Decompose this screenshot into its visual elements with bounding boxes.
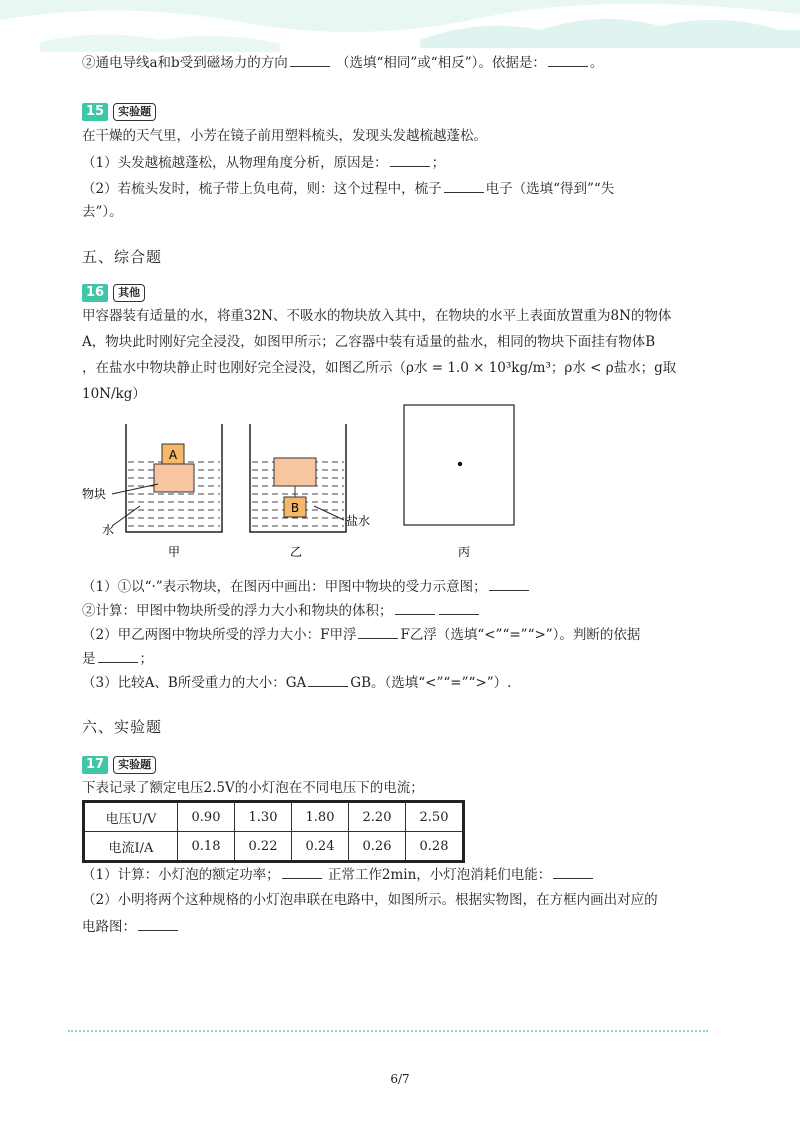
q15-stem: 在干燥的天气里，小芳在镜子前用塑料梳头，发现头发越梳越蓬松。 <box>82 128 487 144</box>
q15-part2-cont: 去”）。 <box>82 204 123 220</box>
table-cell: 0.90 <box>178 802 235 832</box>
q16-header <box>82 284 145 302</box>
container-jia <box>82 424 222 559</box>
page-number: 6/7 <box>390 1072 410 1086</box>
q15-part1: （1）头发越梳越蓬松，从物理角度分析，原因是： ； <box>82 152 445 173</box>
q16-part3: （3）比较A、B所受重力的大小：GA GB。（选填“<”“=”“>”）. <box>82 672 511 693</box>
q17-part1: （1）计算：小灯泡的额定功率； 正常工作2min，小灯泡消耗们电能： <box>82 864 595 885</box>
table-row <box>84 802 464 832</box>
table-cell: 2.50 <box>406 802 464 832</box>
block-yi <box>274 458 316 486</box>
caption-jia: 甲 <box>167 545 181 559</box>
label-water: 水 <box>102 523 115 537</box>
answer-blank[interactable] <box>439 600 479 615</box>
q15-part2: （2）若梳头发时，梳子带上负电荷，则：这个过程中，梳子 电子（选填“得到”“失 <box>82 178 614 199</box>
q16-part1-calc: ②计算：甲图中物块所受的浮力大小和物块的体积； <box>82 600 481 621</box>
q15-header <box>82 103 156 121</box>
answer-blank[interactable] <box>358 624 398 639</box>
q16-part2: （2）甲乙两图中物块所受的浮力大小：F甲浮 F乙浮（选填“<”“=”“>”）。判断的依据 <box>82 624 640 645</box>
question-number: 15 <box>82 103 108 121</box>
question-number: 16 <box>82 284 108 302</box>
q14-part2-line: ②通电导线a和b受到磁场力的方向 （选填“相同”或“相反”）。依据是： 。 <box>82 52 603 73</box>
container-yi <box>250 424 370 559</box>
block-jia <box>154 464 194 492</box>
answer-blank[interactable] <box>548 52 588 67</box>
q17-part2: （2）小明将两个这种规格的小灯泡串联在电路中，如图所示。根据实物图，在方框内画出对应的 <box>82 892 658 908</box>
voltage-current-table <box>82 800 465 863</box>
q16-line4: 10N/kg） <box>82 386 146 402</box>
answer-blank[interactable] <box>444 178 484 193</box>
answer-blank[interactable] <box>308 672 348 687</box>
header-banner <box>0 0 800 60</box>
section-title: 六、实验题 <box>82 718 163 736</box>
answer-blank[interactable] <box>553 864 593 879</box>
answer-blank[interactable] <box>390 152 430 167</box>
table-cell: 0.24 <box>292 832 349 862</box>
section-title: 五、综合题 <box>82 248 163 266</box>
q16-figure <box>78 402 538 567</box>
label-b: B <box>290 501 300 515</box>
table-header-cell: 电压U/V <box>84 802 178 832</box>
table-cell: 0.22 <box>235 832 292 862</box>
q17-part2-cont: 电路图： <box>82 916 180 937</box>
label-brine: 盐水 <box>346 514 371 528</box>
table-row <box>84 832 464 862</box>
block-dot <box>458 462 462 466</box>
answer-blank[interactable] <box>138 916 178 931</box>
table-cell: 0.28 <box>406 832 464 862</box>
q16-part1: （1）①以“·”表示物块，在图丙中画出：甲图中物块的受力示意图； <box>82 576 531 597</box>
q16-line3: ，在盐水中物块静止时也刚好完全浸没，如图乙所示（ρ水 = 1.0 × 10³kg/m³；ρ水 < ρ盐水；g取 <box>82 360 677 376</box>
q16-part2-cont: 是 ； <box>82 648 153 669</box>
table-header-cell: 电流I/A <box>84 832 178 862</box>
answer-blank[interactable] <box>98 648 138 663</box>
question-type-tag: 其他 <box>113 284 145 302</box>
q17-stem: 下表记录了额定电压2.5V的小灯泡在不同电压下的电流； <box>82 780 424 796</box>
answer-blank[interactable] <box>489 576 529 591</box>
label-a: A <box>168 448 178 462</box>
answer-blank[interactable] <box>395 600 435 615</box>
question-type-tag: 实验题 <box>113 103 156 121</box>
label-block: 物块 <box>82 487 107 501</box>
question-type-tag: 实验题 <box>113 756 156 774</box>
footer-divider <box>68 1030 708 1034</box>
q16-line1: 甲容器装有适量的水，将重32N、不吸水的物块放入其中，在物块的水平上表面放置重为8N的物体 <box>82 308 672 324</box>
answer-blank[interactable] <box>282 864 322 879</box>
table-cell: 2.20 <box>349 802 406 832</box>
answer-blank[interactable] <box>290 52 330 67</box>
table-cell: 1.30 <box>235 802 292 832</box>
caption-yi: 乙 <box>289 545 303 559</box>
question-number: 17 <box>82 756 108 774</box>
table-cell: 1.80 <box>292 802 349 832</box>
q17-header <box>82 756 156 774</box>
table-cell: 0.18 <box>178 832 235 862</box>
table-cell: 0.26 <box>349 832 406 862</box>
box-bing <box>404 405 514 559</box>
q16-line2: A，物块此时刚好完全浸没，如图甲所示；乙容器中装有适量的盐水，相同的物块下面挂有物体B <box>82 334 656 350</box>
caption-bing: 丙 <box>457 545 471 559</box>
